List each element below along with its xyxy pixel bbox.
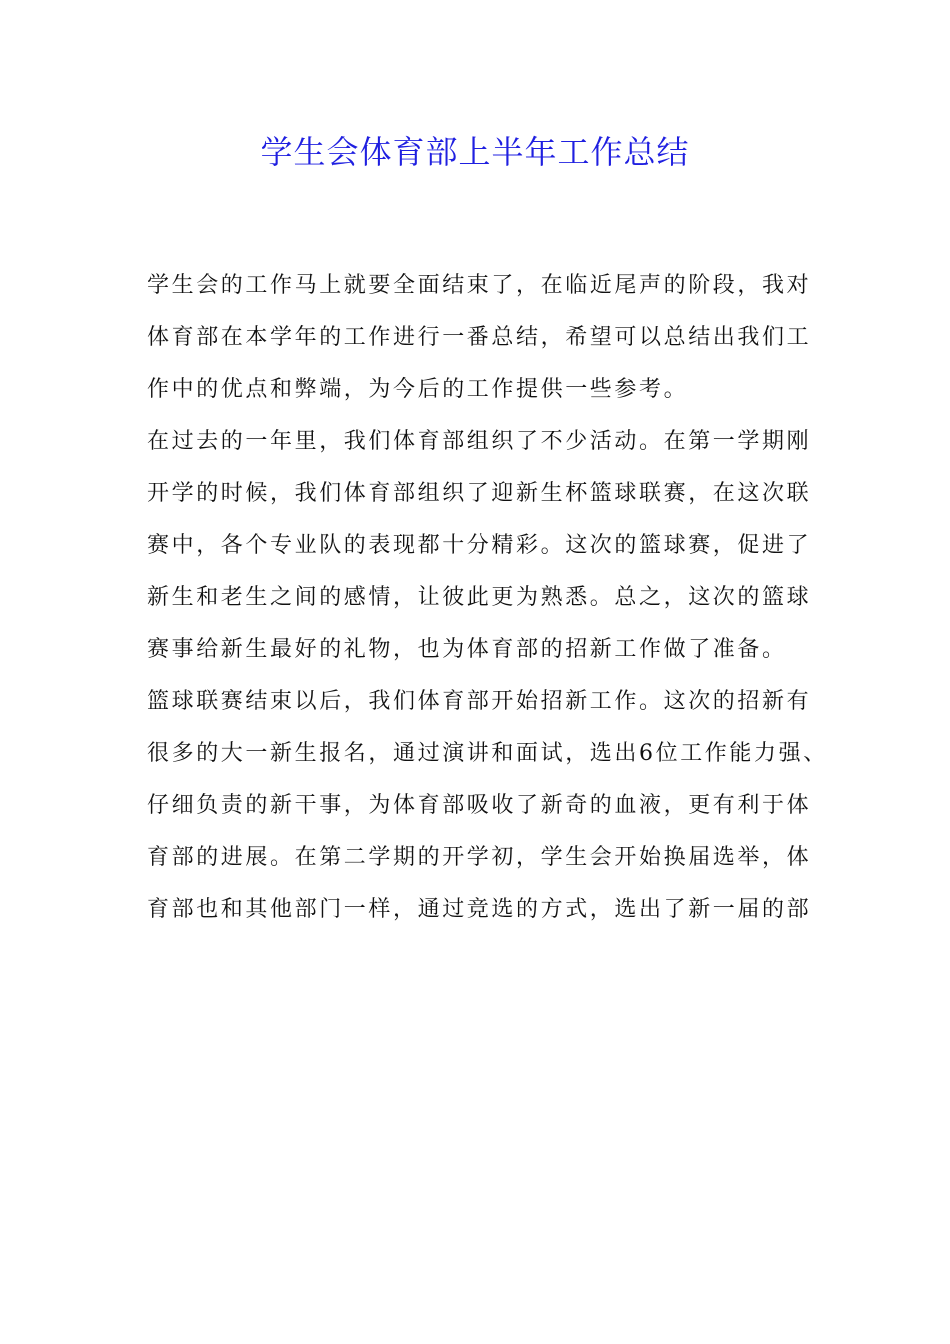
text-line: 学生会的工作马上就要全面结束了，在临近尾声的阶段，我对 [147, 273, 812, 298]
document-title: 学生会体育部上半年工作总结 [260, 133, 690, 171]
text-line: 赛中，各个专业队的表现都十分精彩。这次的篮球赛，促进了 [147, 533, 812, 558]
text-line: 开学的时候，我们体育部组织了迎新生杯篮球联赛，在这次联 [147, 481, 812, 506]
text-line: 作中的优点和弊端，为今后的工作提供一些参考。 [147, 377, 689, 402]
text-line: 育部的进展。在第二学期的开学初，学生会开始换届选举，体 [147, 845, 812, 870]
document-body [147, 260, 837, 936]
text-line: 赛事给新生最好的礼物，也为体育部的招新工作做了准备。 [147, 637, 787, 662]
text-line: 体育部在本学年的工作进行一番总结，希望可以总结出我们工 [147, 325, 812, 350]
text-line: 新生和老生之间的感情，让彼此更为熟悉。总之，这次的篮球 [147, 585, 812, 610]
text-line: 仔细负责的新干事，为体育部吸收了新奇的血液，更有利于体 [147, 793, 812, 818]
text-line: 很多的大一新生报名，通过演讲和面试，选出6位工作能力强、 [147, 741, 828, 766]
text-line: 育部也和其他部门一样，通过竞选的方式，选出了新一届的部 [147, 897, 812, 922]
text-line: 在过去的一年里，我们体育部组织了不少活动。在第一学期刚 [147, 429, 812, 454]
text-line: 篮球联赛结束以后，我们体育部开始招新工作。这次的招新有 [147, 689, 812, 714]
